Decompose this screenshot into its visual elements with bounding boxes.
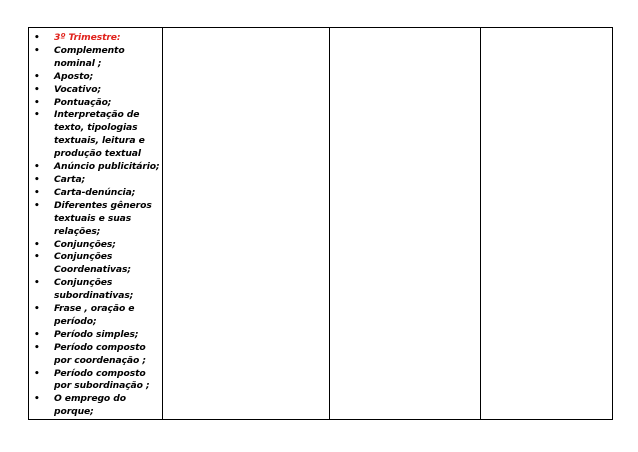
- trimester-heading: 3º Trimestre:: [54, 32, 121, 43]
- bullet-icon: •: [34, 329, 40, 340]
- bullet-icon: •: [34, 187, 40, 198]
- list-item: • Conjunções Coordenativas;: [34, 251, 131, 276]
- list-item-heading: [29, 32, 162, 45]
- bullet-icon: •: [34, 200, 40, 211]
- list-item: • Diferentes gêneros textuais e suas relações;: [34, 199, 152, 237]
- list-item: • Período simples;: [34, 328, 139, 340]
- bullet-icon: •: [34, 162, 40, 173]
- bullet-icon: •: [34, 97, 40, 108]
- bullet-icon: •: [34, 84, 40, 95]
- list-item: • Vocativo;: [34, 83, 102, 95]
- empty-cell: [481, 28, 613, 420]
- bullet-icon: •: [34, 45, 40, 56]
- bullet-icon: •: [34, 71, 40, 82]
- list-item: • Período composto por coordenação ;: [34, 341, 146, 366]
- topics-cell: [29, 28, 163, 420]
- empty-cell: [163, 28, 330, 420]
- bullet-icon: •: [34, 278, 40, 289]
- bullet-icon: •: [34, 239, 40, 250]
- topic-list: [29, 28, 162, 419]
- bullet-icon: •: [34, 342, 40, 353]
- list-item: • Interpretação de texto, tipologias textuais, leitura e produção textual: [34, 109, 145, 160]
- bullet-icon: •: [34, 33, 40, 43]
- table-row: [29, 28, 613, 420]
- bullet-icon: •: [34, 110, 40, 121]
- list-item: • Aposto;: [34, 70, 94, 82]
- list-item: • Carta;: [34, 173, 86, 185]
- bullet-icon: •: [34, 368, 40, 379]
- bullet-icon: •: [34, 394, 40, 405]
- list-item: • Pontuação;: [34, 96, 112, 108]
- list-item: • O emprego do porque;: [34, 393, 126, 418]
- list-item: • Conjunções;: [34, 238, 116, 250]
- list-item: • Frase , oração e período;: [34, 303, 135, 327]
- bullet-icon: •: [34, 174, 40, 185]
- bullet-icon: •: [34, 252, 40, 263]
- list-item: • Conjunções subordinativas;: [34, 277, 134, 302]
- list-item: • Complemento nominal ;: [34, 44, 125, 69]
- empty-cell: [330, 28, 481, 420]
- bullet-icon: •: [34, 304, 40, 315]
- list-item: • Anúncio publicitário;: [34, 161, 160, 173]
- list-item: • Período composto por subordinação ;: [34, 367, 150, 392]
- content-table: [28, 27, 613, 420]
- list-item: • Carta-denúncia;: [34, 186, 136, 198]
